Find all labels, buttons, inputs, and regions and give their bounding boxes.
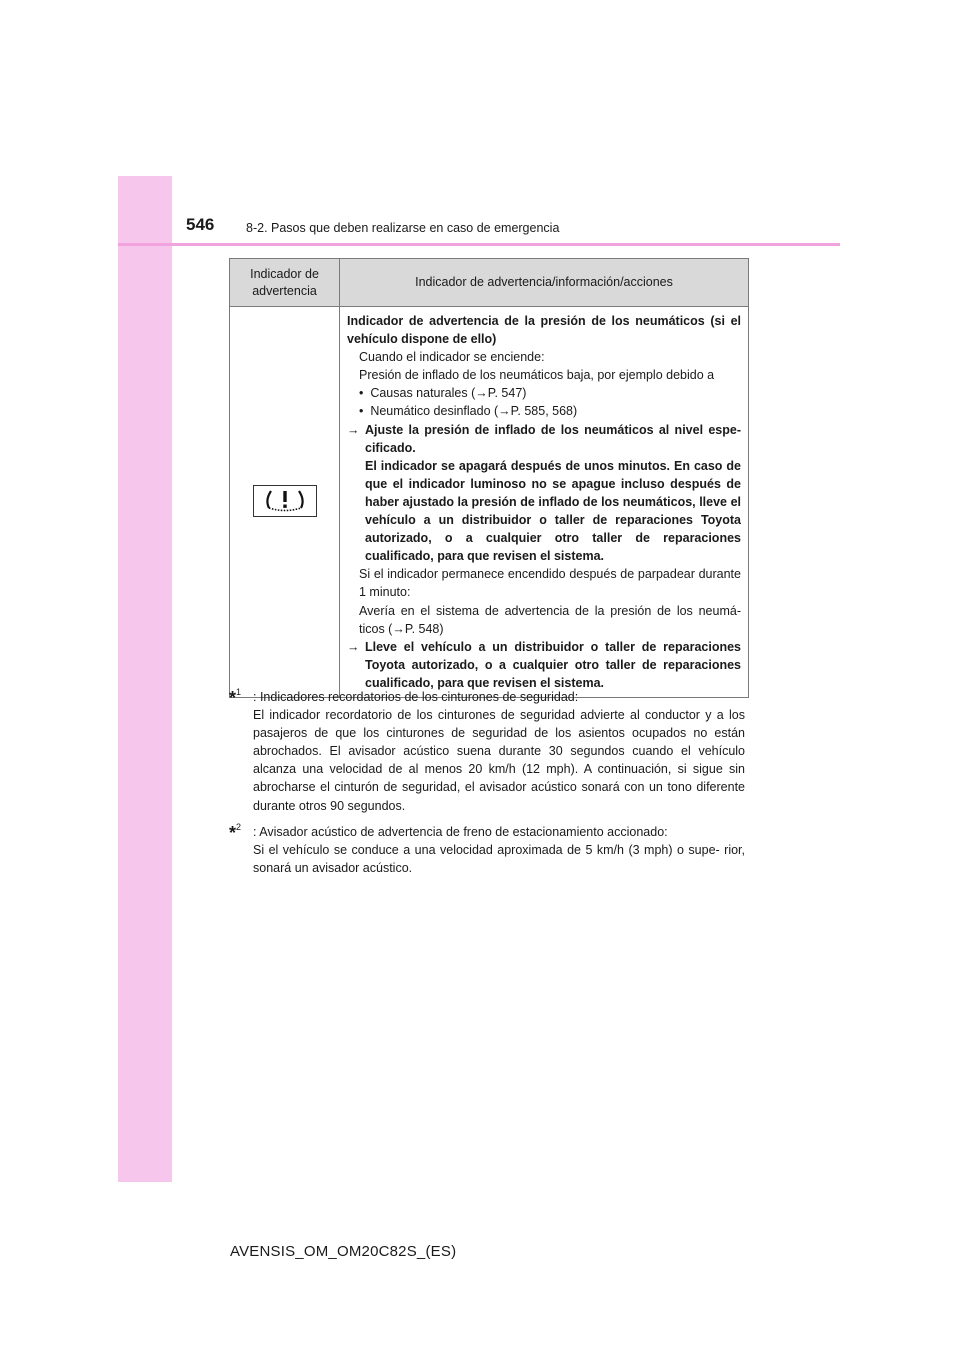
footnotes: [229, 688, 745, 885]
action-block-2: [347, 638, 741, 692]
header-rule: [118, 243, 840, 246]
when-on-text: Presión de inflado de los neumáticos baja, por ejemplo debido a: [359, 368, 715, 383]
row-title: Indicador de advertencia de la presión de los neumáticos (si el vehículo dispone de ello): [347, 314, 741, 347]
footnote-title: : Avisador acústico de advertencia de freno de estacionamiento accionado:: [253, 824, 668, 839]
bullet-icon: •: [359, 404, 371, 419]
footnote-marker: *$^1$: [229, 687, 242, 708]
bullet-text-1: Causas naturales (→P. 547): [370, 386, 527, 401]
description-cell: [340, 307, 749, 698]
list-item: [347, 402, 741, 420]
side-color-band: [118, 176, 172, 1182]
action-2: Lleve el vehículo a un distribuidor o taller de reparaciones Toyota autorizado, o a cualquier otro taller de reparaciones cualificado, para que revisen el sistema.: [365, 639, 741, 690]
tire-pressure-warning-icon: [253, 485, 317, 517]
bullet-icon: •: [359, 386, 371, 401]
list-item: [347, 384, 741, 402]
section-title: 8-2. Pasos que deben realizarse en caso de emergencia: [246, 221, 560, 235]
column-header-description: Indicador de advertencia/información/acciones: [340, 259, 749, 307]
when-on-label: Cuando el indicador se enciende:: [359, 350, 545, 365]
indicator-cell: [230, 307, 340, 698]
footnote-2: [229, 823, 745, 877]
footnote-title: : Indicadores recordatorios de los cinturones de seguridad:: [253, 690, 579, 704]
if-on-text: Si el indicador permanece encendido después de parpadear durante 1 minuto:: [359, 567, 741, 600]
page-number: 546: [186, 215, 215, 234]
bullet-text-2: Neumático desinflado (→P. 585, 568): [370, 404, 578, 419]
action-1-detail: El indicador se apagará después de unos minutos. En caso de que el indicador luminoso no se apague incluso después de haber ajustado la presión de inflado de los neumáticos, lleve el vehículo a un distribuidor o taller de reparaciones Toyota autorizado, o a cualquier otro taller de reparaciones cualificado, para que revisen el sistema.: [365, 458, 741, 564]
fault-text: Avería en el sistema de advertencia de la presión de los neumá- ticos (→P. 548): [359, 603, 741, 636]
warning-indicator-table: [229, 258, 749, 698]
footnote-text: El indicador recordatorio de los cinturones de seguridad advierte al conductor y a los pasajeros de que los cinturones de seguridad de los asientos ocupados no están abrochados. El avisador acústico suena durante 30 segundos cuando el vehículo alcanza una velocidad de al menos 20 km/h (12 mph). A continuación, si sigue sin abrocharse el cinturón de seguridad, el avisador acústico sonará con un tono diferente durante otros 90 segundos.: [253, 708, 745, 813]
footnote-1: [229, 688, 745, 815]
document-code: AVENSIS_OM_OM20C82S_(ES): [230, 1243, 457, 1260]
footnote-marker: *$^2$: [229, 821, 242, 843]
column-header-indicator: Indicador de advertencia: [230, 259, 340, 307]
action-1: Ajuste la presión de inflado de los neumáticos al nivel espe- cificado.: [365, 422, 741, 455]
footnote-text: Si el vehículo se conduce a una velocidad aproximada de 5 km/h (3 mph) o supe- rior, sonará un avisador acústico.: [253, 842, 745, 875]
table-header-row: [230, 259, 749, 307]
arrow-icon: →: [347, 639, 360, 654]
arrow-icon: →: [347, 422, 360, 437]
table-row: [230, 307, 749, 698]
action-block-1: [347, 421, 741, 566]
